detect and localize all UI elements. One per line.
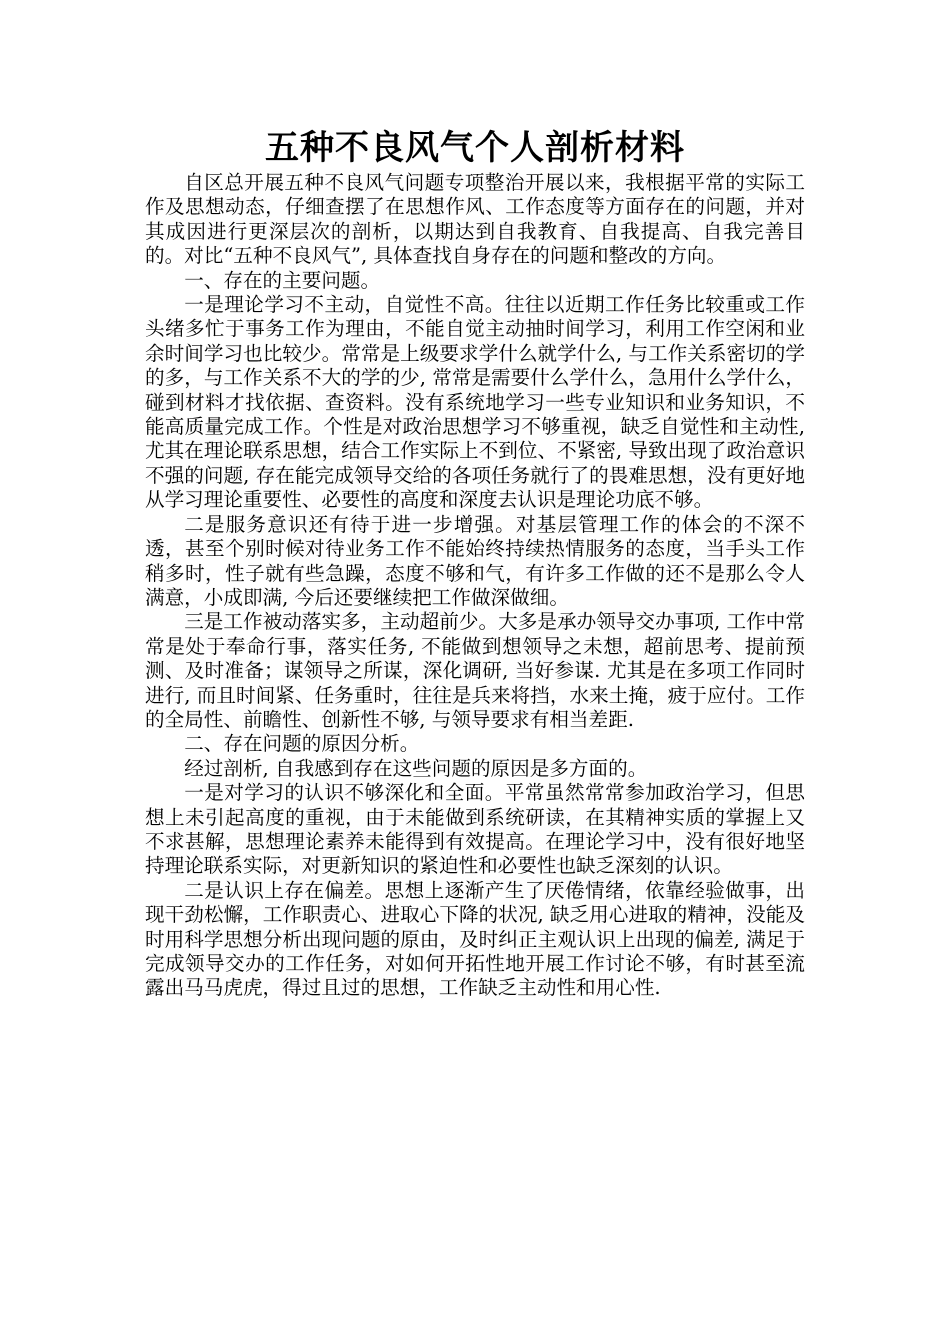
- paragraph-problem-3: 三是工作被动落实多，主动超前少。大多是承办领导交办事项, 工作中常常是处于奉命行事，落实任务, 不能做到想领导之未想，超前思考、提前预测、及时准备；谋领导之所谋，深化调研, 当好参谋. 尤其是在多项工作同时进行, 而且时间紧、任务重时，往往是兵来将挡，水来土掩，疲于应付。工作的全局性、前瞻性、创新性不够, 与领导要求有相当差距.: [145, 610, 805, 731]
- paragraph-cause-2: 二是认识上存在偏差。思想上逐渐产生了厌倦情绪，依靠经验做事，出现干劲松懈，工作职责心、进取心下降的状况, 缺乏用心进取的精神，没能及时用科学思想分析出现问题的原由，及时纠正主观认识上出现的偏差, 满足于完成领导交办的工作任务，对如何开拓性地开展工作讨论不够，有时甚至流露出马马虎虎，得过且过的思想，工作缺乏主动性和用心性.: [145, 878, 805, 1000]
- paragraph-problem-2: 二是服务意识还有待于进一步增强。对基层管理工作的体会的不深不透，甚至个别时候对待业务工作不能始终持续热情服务的态度，当手头工作稍多时，性子就有些急躁，态度不够和气，有许多工作做的还不是那么令人满意，小成即满, 今后还要继续把工作做深做细。: [145, 512, 805, 609]
- section-heading-main-problems: 一、存在的主要问题。: [184, 268, 381, 292]
- document-title: 五种不良风气个人剖析材料: [265, 128, 685, 168]
- paragraph-problem-1: 一是理论学习不主动，自觉性不高。往往以近期工作任务比较重或工作头绪多忙于事务工作为理由，不能自觉主动抽时间学习，利用工作空闲和业余时间学习也比较少。常常是上级要求学什么就学什么, 与工作关系密切的学的多，与工作关系不大的学的少, 常常是需要什么学什么，急用什么学什么，碰到材料才找依据、查资料。没有系统地学习一些专业知识和业务知识，不能高质量完成工作。个性是对政治思想学习不够重视，缺乏自觉性和主动性, 尤其在理论联系思想，结合工作实际上不到位、不紧密, 导致出现了政治意识不强的问题, 存在能完成领导交给的各项任务就行了的畏难思想，没有更好地从学习理论重要性、必要性的高度和深度去认识是理论功底不够。: [145, 293, 805, 512]
- paragraph-cause-summary: 经过剖析, 自我感到存在这些问题的原因是多方面的。: [184, 756, 648, 780]
- section-heading-cause-analysis: 二、存在问题的原因分析。: [184, 732, 420, 756]
- document-body: [145, 171, 805, 1001]
- paragraph-intro: 自区总开展五种不良风气问题专项整治开展以来，我根据平常的实际工作及思想动态，仔细查摆了在思想作风、工作态度等方面存在的问题，并对其成因进行更深层次的剖析，以期达到自我教育、自我提高、自我完善目的。对比“五种不良风气”, 具体查找自身存在的问题和整改的方向。: [145, 171, 805, 268]
- paragraph-cause-1: 一是对学习的认识不够深化和全面。平常虽然常常参加政治学习，但思想上未引起高度的重视，由于未能做到系统研读，在其精神实质的掌握上又不求甚解，思想理论素养未能得到有效提高。在理论学习中，没有很好地坚持理论联系实际，对更新知识的紧迫性和必要性也缺乏深刻的认识。: [145, 781, 805, 878]
